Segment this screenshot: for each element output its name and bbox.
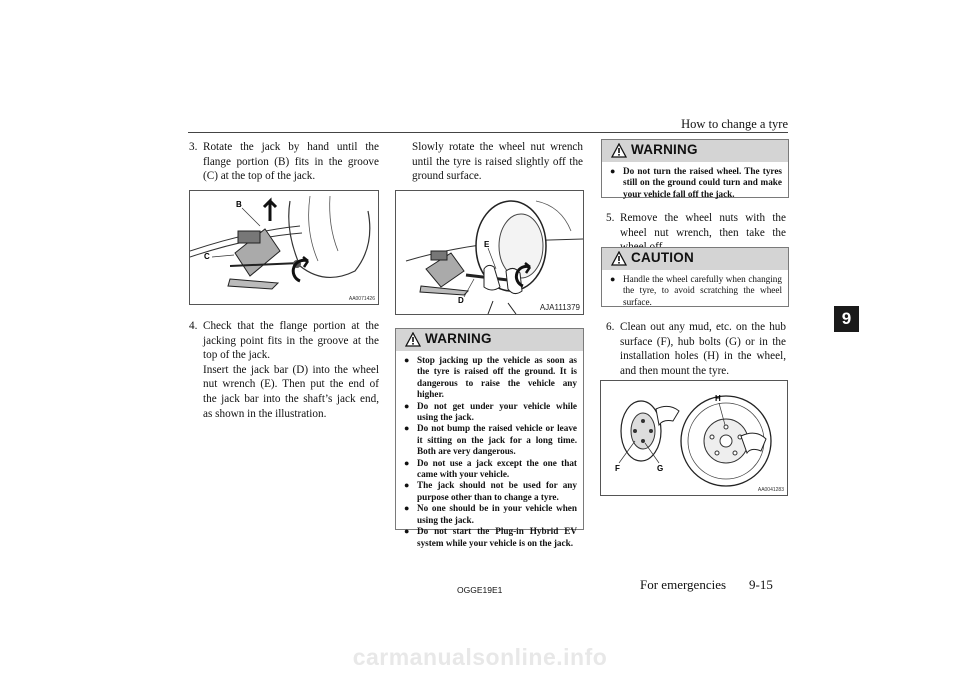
warning-triangle-icon xyxy=(611,143,627,158)
page-header-title: How to change a tyre xyxy=(681,117,788,131)
bullet-icon: ● xyxy=(404,457,410,468)
figure-label-b: B xyxy=(236,200,242,209)
warning-item: ● Do not turn the raised wheel. The tyres still on the ground could turn and make your vehicle fall off the jack. xyxy=(610,166,782,199)
bullet-icon: ● xyxy=(404,355,410,365)
figure-code: AA0041283 xyxy=(757,487,784,493)
warning-list xyxy=(602,162,788,205)
warning-header xyxy=(602,140,788,162)
figure-jack-flange xyxy=(189,190,379,305)
figure-label-g: G xyxy=(657,464,664,473)
watermark: carmanualsonline.info xyxy=(352,644,608,670)
bullet-icon: ● xyxy=(404,423,410,434)
caution-box xyxy=(601,247,789,307)
warning-triangle-icon xyxy=(405,332,421,347)
footer-section-title: For emergencies xyxy=(640,577,727,592)
document-code: OGGE19E1 xyxy=(457,585,503,595)
step-3-number: 3. xyxy=(189,141,198,153)
warning-title: WARNING xyxy=(425,331,492,346)
figure-code: AA0071426 xyxy=(348,296,375,302)
warning-item: ● The jack should not be used for any purpose other than to change a tyre. xyxy=(404,480,577,502)
step-6 xyxy=(606,320,786,378)
warning-title: WARNING xyxy=(631,142,698,157)
step-6-text: Clean out any mud, etc. on the hub surface (F), hub bolts (G) or in the installation holes (H) in the wheel, and then mount the tyre. xyxy=(620,321,786,377)
warning-box-wheel xyxy=(601,139,789,198)
warning-item: ● Do not bump the raised vehicle or leave it sitting on the jack for a long time. Both are very dangerous. xyxy=(404,423,577,457)
bullet-icon: ● xyxy=(610,274,616,284)
caution-triangle-icon xyxy=(611,251,627,266)
warning-item: ● No one should be in your vehicle when using the jack. xyxy=(404,503,577,525)
jack-bar-illustration xyxy=(396,191,583,314)
intro-paragraph: Slowly rotate the wheel nut wrench until the tyre is raised slightly off the ground surface. xyxy=(412,141,583,183)
figure-hub-surface xyxy=(600,380,788,496)
figure-jack-bar xyxy=(395,190,584,315)
caution-list xyxy=(602,270,788,313)
bullet-icon: ● xyxy=(404,400,410,411)
header-divider xyxy=(188,132,788,133)
bullet-icon: ● xyxy=(404,526,410,537)
figure-label-d: D xyxy=(458,296,464,305)
step-5-number: 5. xyxy=(606,212,615,224)
step-4 xyxy=(189,319,379,421)
figure-label-e: E xyxy=(484,240,490,249)
bullet-icon: ● xyxy=(610,166,616,176)
warning-list xyxy=(396,351,583,554)
warning-item: ● Do not use a jack except the one that came with your vehicle. xyxy=(404,457,577,480)
caution-header xyxy=(602,248,788,270)
jack-flange-illustration xyxy=(190,191,378,304)
step-4-text-2: Insert the jack bar (D) into the wheel nut wrench (E). Then put the end of the jack bar into the shaft’s jack end, as shown in the illustration. xyxy=(203,363,379,420)
warning-item: ● Do not start the Plug-in Hybrid EV system while your vehicle is on the jack. xyxy=(404,526,577,548)
figure-label-f: F xyxy=(615,464,620,473)
page-number: 9-15 xyxy=(749,577,773,592)
hub-surface-illustration xyxy=(601,381,787,495)
step-3-text: Rotate the jack by hand until the flange portion (B) fits in the groove (C) at the top of the jack. xyxy=(203,141,379,183)
figure-label-h: H xyxy=(715,394,721,403)
figure-label-c: C xyxy=(204,252,210,261)
warning-header xyxy=(396,329,583,351)
caution-item: ● Handle the wheel carefully when changing the tyre, to avoid scratching the wheel surface. xyxy=(610,274,782,307)
step-5-text: Remove the wheel nuts with the wheel nut wrench, then take the xyxy=(620,212,786,239)
step-4-text-1: Check that the flange portion at the jacking point fits in the groove at the top of the jack. xyxy=(203,320,379,362)
warning-item: ● Do not get under your vehicle while using the jack. xyxy=(404,400,577,423)
step-3 xyxy=(189,140,379,184)
step-6-number: 6. xyxy=(606,321,615,333)
figure-code: AJA111379 xyxy=(539,303,580,312)
caution-title: CAUTION xyxy=(631,250,694,265)
warning-item: ● Stop jacking up the vehicle as soon as the tyre is raised off the ground. It is dangerous to raise the vehicle any higher. xyxy=(404,355,577,400)
section-tab: 9 xyxy=(834,306,859,332)
step-4-number: 4. xyxy=(189,320,198,332)
warning-box-jacking xyxy=(395,328,584,548)
bullet-icon: ● xyxy=(404,480,410,491)
bullet-icon: ● xyxy=(404,503,410,514)
